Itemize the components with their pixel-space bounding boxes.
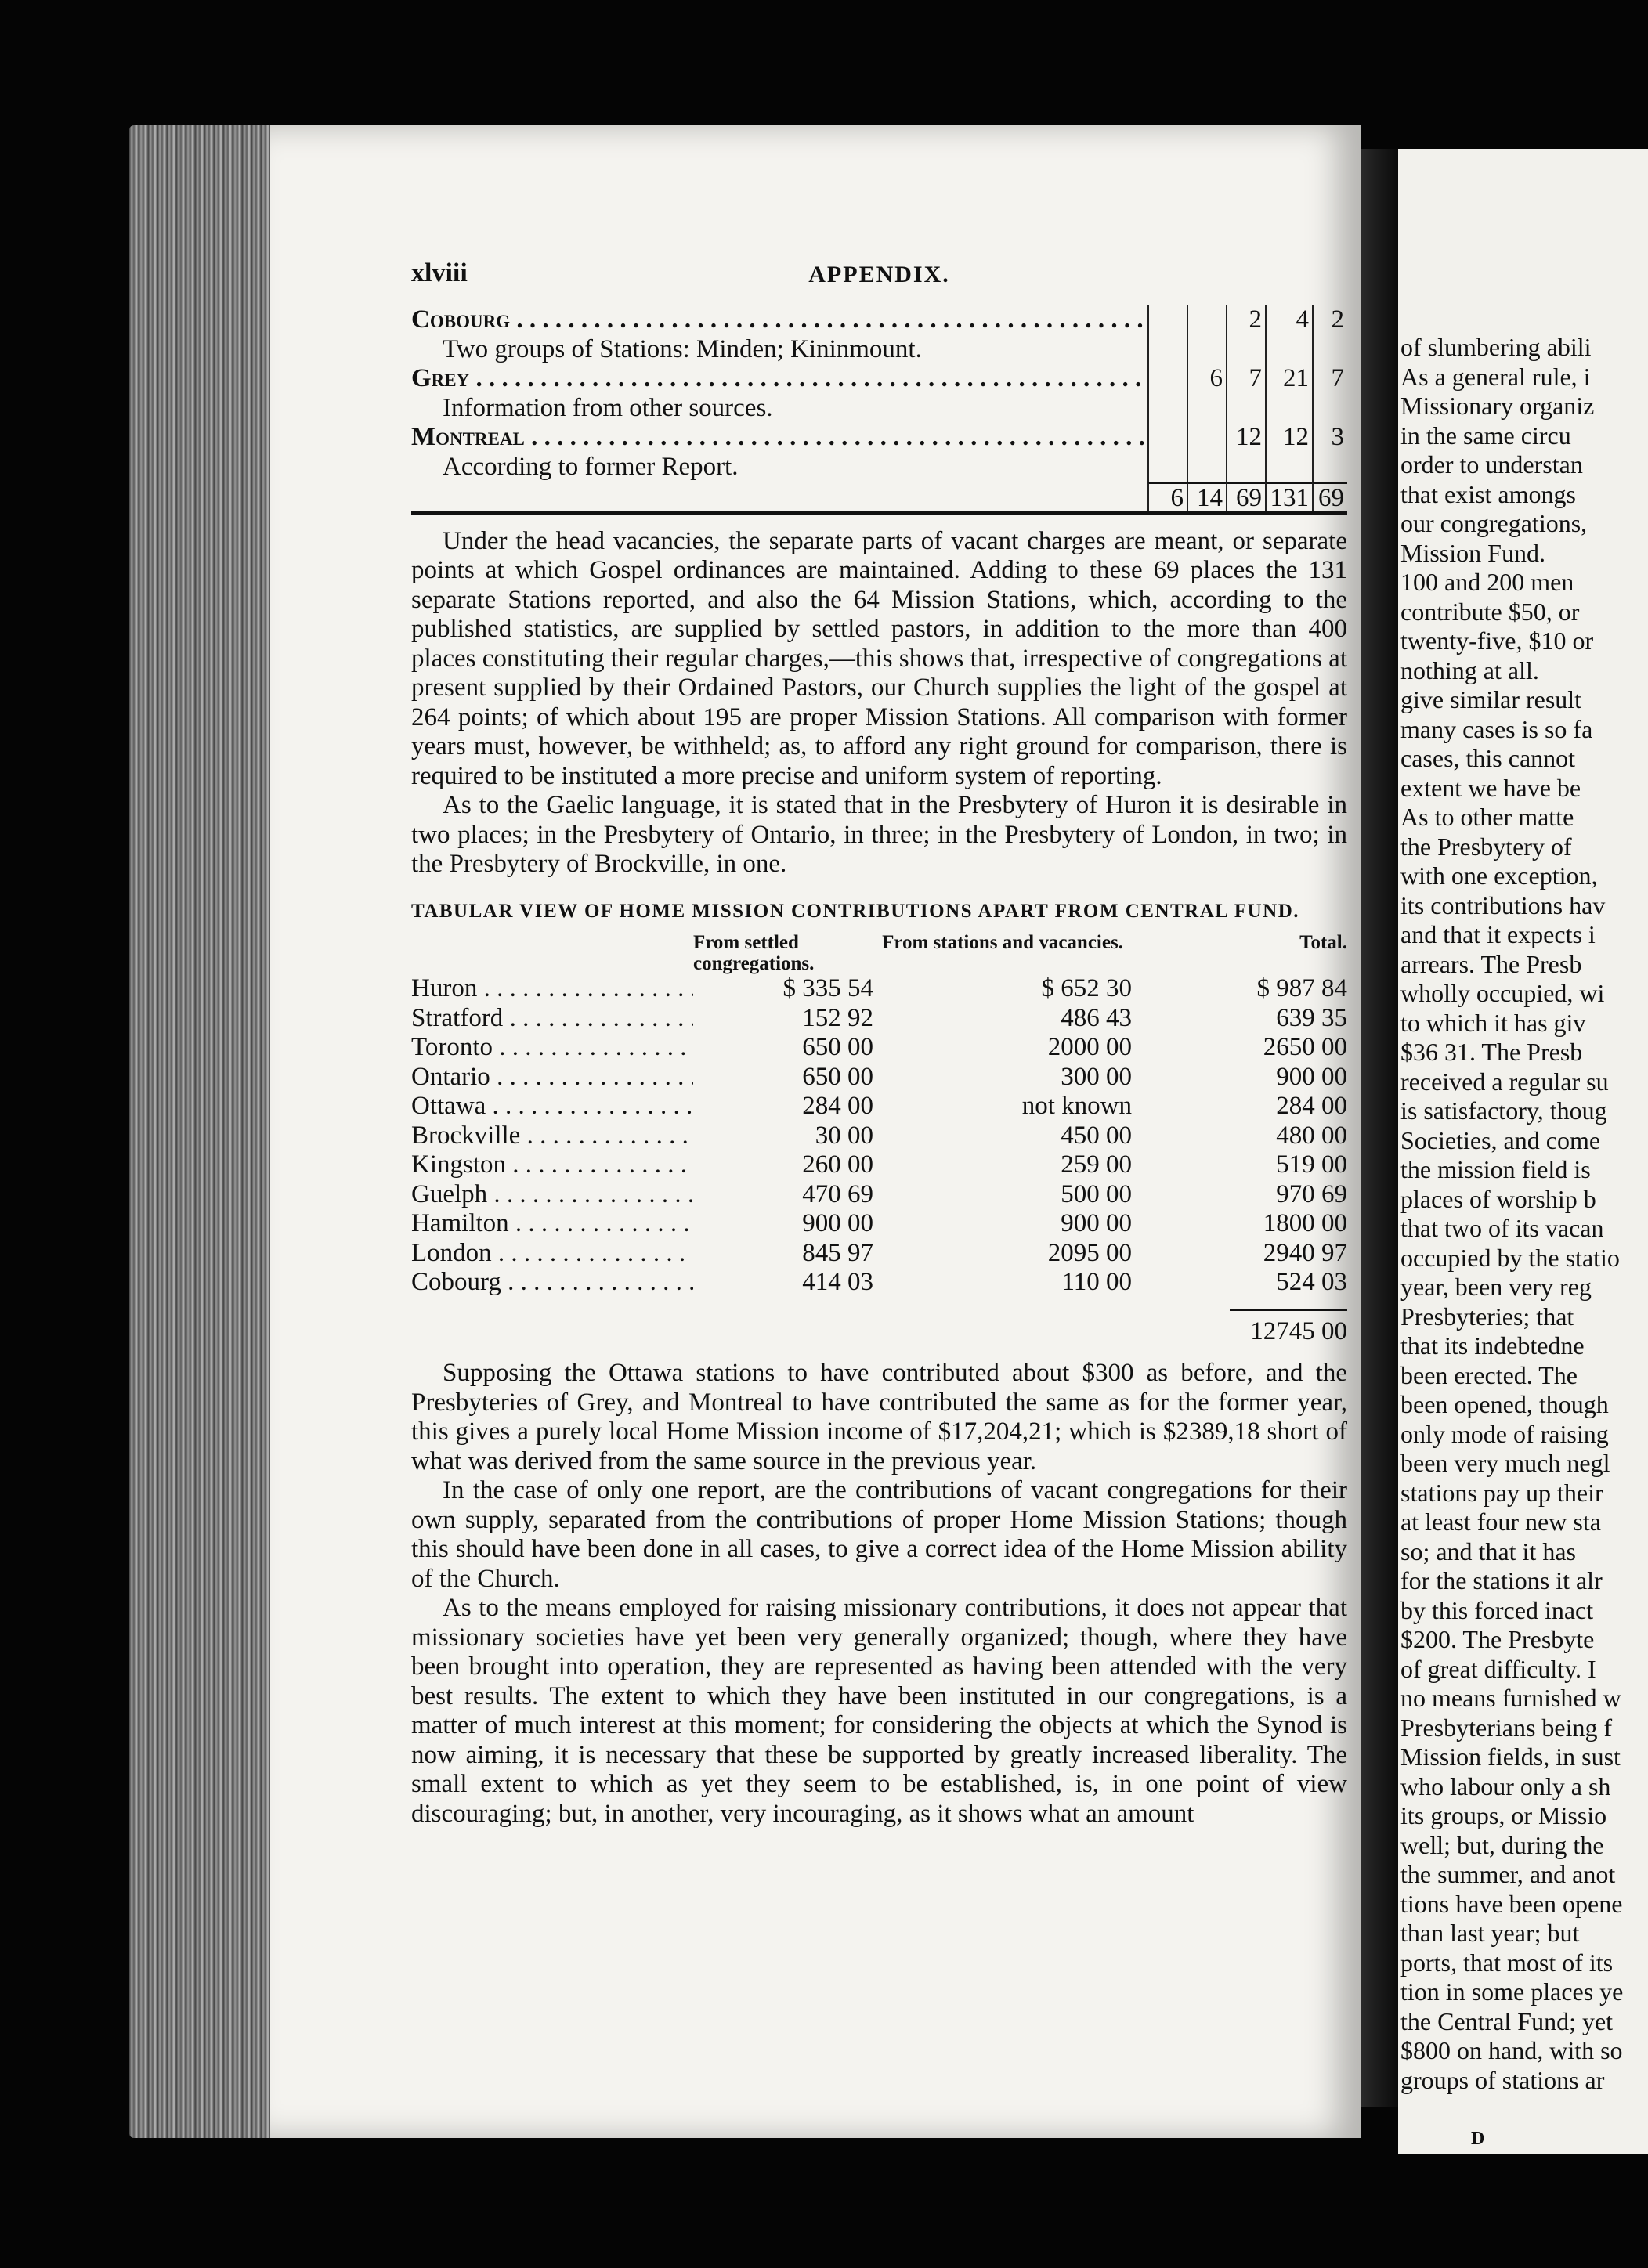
settled-amount: 260 00 [802,1150,873,1179]
vacancy-row-name: Two groups of Stations: Minden; Kininmount. [443,334,922,363]
presbytery-name: Stratford . . . [411,1004,693,1034]
stations-amount: 2095 00 [1047,1238,1132,1267]
right-page-line: tions have been opene [1400,1889,1623,1918]
vacancy-row [411,305,1347,335]
vacancy-row [411,423,1347,453]
stations-amount: 110 00 [1061,1268,1132,1296]
vacancies-table [411,305,1347,515]
right-page-line: for the stations it alr [1400,1566,1603,1594]
vacancy-total-c1: 6 [1147,482,1187,511]
vacancy-cell-c4: 4 [1265,305,1312,335]
right-page-line: occupied by the statio [1400,1243,1620,1272]
total-amount: 284 00 [1276,1092,1347,1120]
right-page-line: that its indebtedne [1400,1331,1585,1360]
right-page-line: places of worship b [1400,1184,1596,1213]
vacancy-cell-c4: 12 [1265,423,1312,453]
presbytery-name: Huron . . . [411,974,693,1004]
page-number: xlviii [411,258,468,287]
presbytery-name: Brockville . . . [411,1121,693,1151]
vacancy-cell-c4 [1265,453,1312,482]
header-settled: From settled congregations. [693,932,815,974]
settled-amount: 152 92 [802,1003,873,1032]
signature-mark: D [1471,2129,1485,2149]
right-page-line: so; and that it has [1400,1537,1576,1566]
paragraph-vacancies: Under the head vacancies, the separate parts of vacant charges are meant, or separate points at which Gospel ordinances are maintained. Adding to these 69 places the 131 separate Stations reported, and also the 64 Mission Stations, which, according to the published statistics, are supplied by settled pastors, in addition to the more than 400 places constituting their regular charges,—this shows that, irrespective of congregations at present supplied by their Ordained Pastors, our Church supplies the light of the gospel at 264 points; of which about 195 are proper Mission Stations. All comparison with former years must, however, be withheld; as, to afford any right ground for comparison, there is required to be instituted a more precise and uniform system of reporting. [411,526,1347,790]
settled-amount: 650 00 [802,1062,873,1091]
right-page-line: $36 31. The Presb [1400,1038,1583,1066]
contribution-row [411,1150,1347,1180]
vacancy-cell-c1 [1147,453,1187,482]
total-amount: 1800 00 [1263,1209,1347,1237]
right-page-line: Mission fields, in sust [1400,1743,1621,1771]
total-amount: 2650 00 [1263,1033,1347,1061]
right-page-line: only mode of raising [1400,1419,1609,1448]
paragraph-one-report: In the case of only one report, are the contributions of vacant congregations for their own supply, separated from the contributions of proper Home Mission Stations; though this should have been done in all cases, to give a correct idea of the Home Mission ability of the Church. [411,1476,1347,1593]
stations-amount: 259 00 [1061,1150,1132,1179]
running-head [411,258,1347,305]
paragraph-ottawa: Supposing the Ottawa stations to have contributed about $300 as before, and the Presbyteries of Grey, and Montreal to have contributed the same as for the former year, this gives a purely local Home Mission income of $17,204,21; which is $2389,18 short of what was derived from the same source in the previous year. [411,1359,1347,1475]
right-page-line: Presbyteries; that [1400,1302,1574,1331]
contribution-row [411,1063,1347,1092]
contribution-row [411,1092,1347,1121]
vacancy-cell-c2 [1187,335,1226,365]
vacancy-cell-c5: 2 [1312,305,1347,335]
stations-amount: 450 00 [1061,1121,1132,1150]
total-amount: 480 00 [1276,1121,1347,1150]
right-page-line: the summer, and anot [1400,1860,1616,1888]
vacancy-cell-c3 [1226,453,1265,482]
presbytery-name: Toronto . . . [411,1033,693,1063]
vacancy-total-c2: 14 [1187,482,1226,511]
contribution-row [411,1209,1347,1239]
right-page-line: the Presbytery of [1400,832,1572,861]
vacancy-row [411,335,1347,365]
right-page-line: extent we have be [1400,773,1581,802]
contribution-row [411,1268,1347,1298]
right-page-line: nothing at all. [1400,655,1539,684]
presbytery-name: Guelph . . . [411,1180,693,1210]
right-page-line: with one exception, [1400,861,1598,890]
vacancy-cell-c1 [1147,394,1187,424]
right-page-line: give similar result [1400,685,1582,713]
right-page-line: been opened, though [1400,1390,1609,1418]
right-page-line: that exist amongs [1400,479,1576,508]
right-page-line: our congregations, [1400,509,1588,537]
grand-total [411,1309,1347,1347]
settled-amount: 650 00 [802,1033,873,1061]
right-page-line: As a general rule, i [1400,362,1591,391]
right-page-line: at least four new sta [1400,1508,1601,1536]
right-page-line: stations pay up their [1400,1478,1603,1507]
vacancy-cell-c3: 7 [1226,364,1265,394]
settled-amount: $ 335 54 [782,974,873,1002]
book-gutter [1361,149,1398,2107]
vacancy-cell-c3 [1226,394,1265,424]
total-amount: 519 00 [1276,1150,1347,1179]
vacancy-total-c5: 69 [1312,482,1347,511]
stations-amount: not known [1021,1092,1132,1120]
settled-amount: 30 00 [815,1121,873,1150]
right-page-line: groups of stations ar [1400,2065,1605,2094]
vacancy-row-name: According to former Report. [443,452,739,481]
right-page-line: order to understan [1400,450,1583,479]
total-amount: 970 69 [1276,1179,1347,1208]
right-page-line: well; but, during the [1400,1830,1604,1859]
vacancy-cell-c2 [1187,394,1226,424]
right-page-text [1400,333,1648,2095]
vacancy-cell-c5 [1312,453,1347,482]
stations-amount: 900 00 [1061,1209,1132,1237]
settled-amount: 845 97 [802,1238,873,1267]
running-head-title: APPENDIX. [808,262,950,287]
vacancy-cell-c3: 2 [1226,305,1265,335]
presbytery-name: Ottawa . . . [411,1092,693,1121]
contributions-table [411,932,1347,1346]
vacancy-cell-c5 [1312,394,1347,424]
right-page-line: many cases is so fa [1400,714,1593,743]
settled-amount: 900 00 [802,1209,873,1237]
stations-amount: 486 43 [1061,1003,1132,1032]
vacancy-cell-c1 [1147,423,1187,453]
right-page-line: its groups, or Missio [1400,1801,1607,1829]
right-page-line: of slumbering abili [1400,333,1592,361]
right-page-line: than last year; but [1400,1919,1580,1947]
vacancy-cell-c4 [1265,335,1312,365]
total-amount: 2940 97 [1263,1238,1347,1267]
vacancy-row-name: Information from other sources. [443,393,773,422]
header-stations: From stations and vacancies. [882,932,1123,953]
vacancy-row-name: Grey . . . [411,364,1147,394]
right-page-line: its contributions hav [1400,890,1606,919]
right-page-line: by this forced inact [1400,1595,1594,1624]
presbytery-name: Cobourg . . . [411,1268,693,1298]
presbytery-name: Hamilton . . . [411,1209,693,1239]
vacancy-cell-c3 [1226,335,1265,365]
right-page-line: wholly occupied, wi [1400,979,1605,1007]
right-page-line: and that it expects i [1400,920,1596,948]
vacancy-cell-c5: 3 [1312,423,1347,453]
total-amount: 900 00 [1276,1062,1347,1091]
right-page-line: contribute $50, or [1400,597,1580,626]
presbytery-name: London . . . [411,1239,693,1269]
right-page-line: ports, that most of its [1400,1948,1614,1977]
vacancy-cell-c1 [1147,335,1187,365]
right-page-line: the Central Fund; yet [1400,2006,1614,2035]
paragraph-means: As to the means employed for raising missionary contributions, it does not appear that missionary societies have yet been very generally organized; though, where they have been brought into operation, they are represented as having been attended with the very best results. The extent to which they have been instituted in our congregations, is a matter of much interest at this moment; for considering the objects at which the Synod is now aiming, it is necessary that these be supported by greatly increased liberality. The small extent to which as yet they seem to be established, is, in one point of view discouraging; but, in another, very incouraging, as it shows what an amount [411,1594,1347,1828]
presbytery-name: Kingston . . . [411,1150,693,1180]
right-page-line: $800 on hand, with so [1400,2036,1623,2064]
vacancy-row-name: Montreal . . . [411,423,1147,453]
contributions-table-title: TABULAR VIEW OF HOME MISSION CONTRIBUTIONS APART FROM CENTRAL FUND. [411,900,1300,922]
right-page-line: been erected. The [1400,1360,1578,1389]
right-page-line: 100 and 200 men [1400,568,1574,596]
vacancy-cell-c5: 7 [1312,364,1347,394]
vacancy-cell-c4 [1265,394,1312,424]
contribution-row [411,1180,1347,1210]
vacancy-row [411,394,1347,424]
settled-amount: 284 00 [802,1092,873,1120]
vacancy-cell-c2 [1187,423,1226,453]
vacancy-cell-c4: 21 [1265,364,1312,394]
stations-amount: 2000 00 [1047,1033,1132,1061]
vacancy-cell-c2 [1187,453,1226,482]
vacancy-row [411,364,1347,394]
right-page-line: been very much negl [1400,1449,1610,1477]
book-page-edges [129,125,270,2138]
right-page-line: Societies, and come [1400,1125,1601,1154]
right-page-line: arrears. The Presb [1400,949,1582,978]
vacancy-total-c4: 131 [1265,482,1312,511]
contributions-rows [411,974,1347,1298]
vacancy-cell-c1 [1147,364,1187,394]
right-page-line: no means furnished w [1400,1684,1621,1712]
contribution-row [411,1121,1347,1151]
total-amount: 524 03 [1276,1268,1347,1296]
vacancy-row-name: Cobourg . . . [411,305,1147,335]
total-amount: $ 987 84 [1256,974,1347,1002]
contribution-row [411,1004,1347,1034]
page-content [411,258,1347,1829]
right-page-line: who labour only a sh [1400,1771,1611,1800]
vacancy-cell-c1 [1147,305,1187,335]
right-page-line: As to other matte [1400,803,1574,831]
stations-amount: $ 652 30 [1041,974,1132,1002]
vacancy-total-c3: 69 [1226,482,1265,511]
body-text-bottom [411,1359,1347,1829]
right-page-line: the mission field is [1400,1155,1591,1183]
vacancy-cell-c2: 6 [1187,364,1226,394]
vacancy-total-row [411,482,1347,511]
settled-amount: 470 69 [802,1179,873,1208]
vacancy-row [411,453,1347,482]
presbytery-name: Ontario . . . [411,1063,693,1092]
right-page-line: twenty-five, $10 or [1400,627,1594,655]
stations-amount: 500 00 [1061,1179,1132,1208]
contribution-row [411,1033,1347,1063]
vacancy-cell-c2 [1187,305,1226,335]
vacancy-cell-c5 [1312,335,1347,365]
right-page-line: cases, this cannot [1400,744,1576,772]
right-page-line: in the same circu [1400,421,1571,450]
right-page-line: Missionary organiz [1400,392,1595,420]
total-amount: 639 35 [1276,1003,1347,1032]
header-total: Total. [1299,932,1347,953]
contribution-row [411,1239,1347,1269]
paragraph-gaelic: As to the Gaelic language, it is stated that in the Presbytery of Huron it is desirable in two places; in the Presbytery of Ontario, in three; in the Presbytery of London, in two; in the Presbytery of Brockville, in one. [411,791,1347,878]
right-page-line: that two of its vacan [1400,1214,1604,1242]
right-page-line: to which it has giv [1400,1008,1586,1037]
stations-amount: 300 00 [1061,1062,1132,1091]
body-text-top [411,527,1347,879]
grand-total-value: 12745 00 [1230,1309,1347,1347]
right-page-line: is satisfactory, thoug [1400,1096,1607,1125]
right-page-line: Presbyterians being f [1400,1713,1613,1742]
right-page-line: $200. The Presbyte [1400,1625,1595,1653]
right-page-line: tion in some places ye [1400,1977,1624,2006]
vacancy-cell-c3: 12 [1226,423,1265,453]
right-page-line: received a regular su [1400,1067,1609,1096]
right-page-line: year, been very reg [1400,1273,1592,1301]
right-page-line: of great difficulty. I [1400,1654,1596,1683]
contributions-header-row [411,932,1347,974]
contribution-row [411,974,1347,1004]
settled-amount: 414 03 [802,1268,873,1296]
right-page-line: Mission Fund. [1400,538,1545,567]
